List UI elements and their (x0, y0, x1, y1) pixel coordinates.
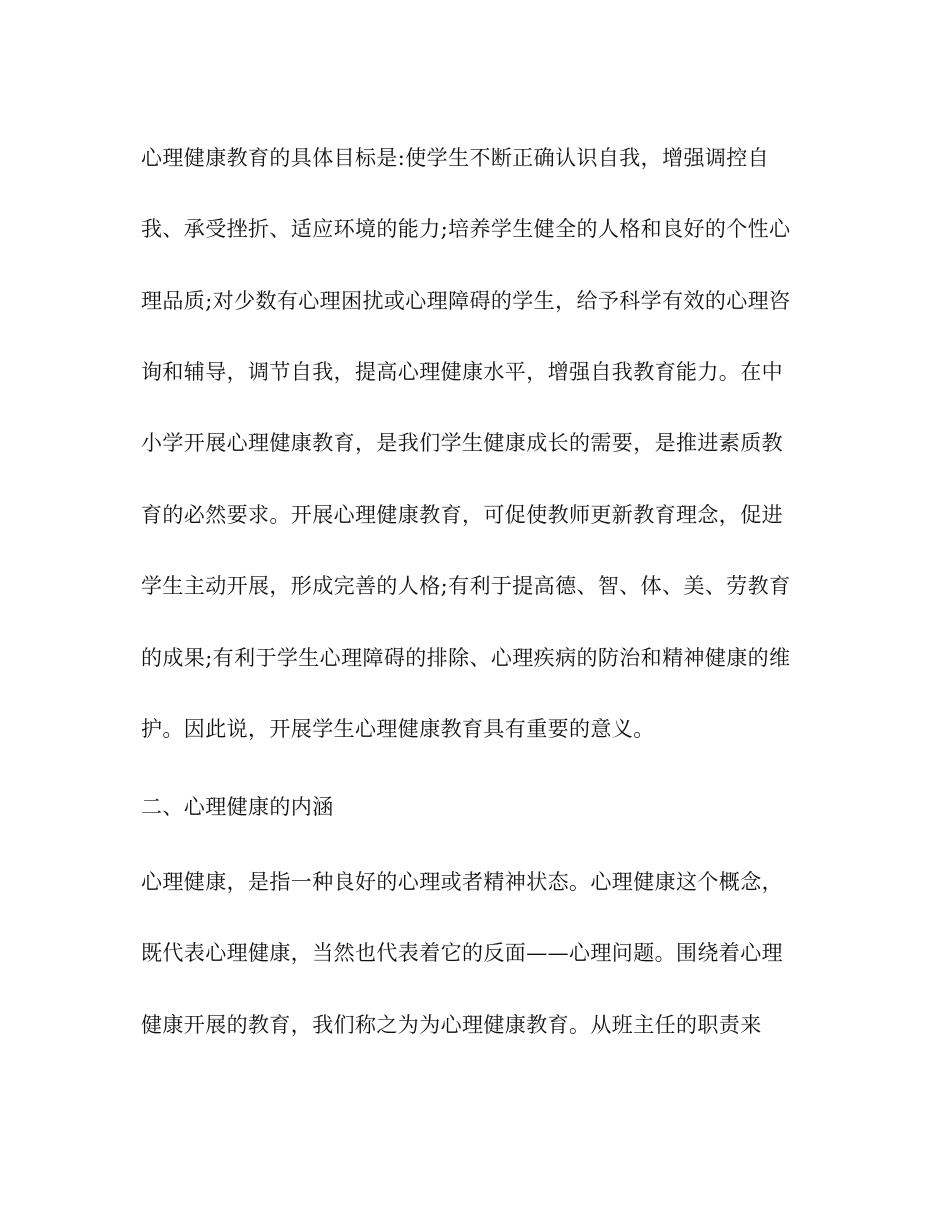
paragraph-2-line-3: 健康开展的教育，我们称之为为心理健康教育。从班主任的职责来 (141, 1013, 762, 1037)
paragraph-1-line-3: 理品质;对少数有心理困扰或心理障碍的学生，给予科学有效的心理咨 (141, 289, 791, 313)
paragraph-1-line-4: 询和辅导，调节自我，提高心理健康水平，增强自我教育能力。在中 (141, 360, 783, 384)
paragraph-1-line-2: 我、承受挫折、适应环境的能力;培养学生健全的人格和良好的个性心 (141, 217, 791, 241)
paragraph-1-line-7: 学生主动开展，形成完善的人格;有利于提高德、智、体、美、劳教育 (141, 574, 791, 598)
paragraph-2-line-2: 既代表心理健康，当然也代表着它的反面——心理问题。围绕着心理 (141, 941, 783, 965)
paragraph-2-line-1: 心理健康，是指一种良好的心理或者精神状态。心理健康这个概念， (141, 870, 783, 894)
paragraph-1-line-6: 育的必然要求。开展心理健康教育，可促使教师更新教育理念，促进 (141, 503, 783, 527)
paragraph-1-line-9: 护。因此说，开展学生心理健康教育具有重要的意义。 (141, 717, 655, 741)
section-heading: 二、心理健康的内涵 (141, 795, 334, 819)
paragraph-1-line-5: 小学开展心理健康教育，是我们学生健康成长的需要，是推进素质教 (141, 431, 783, 455)
paragraph-1-line-1: 心理健康教育的具体目标是:使学生不断正确认识自我，增强调控自 (141, 146, 770, 170)
paragraph-1-line-8: 的成果;有利于学生心理障碍的排除、心理疾病的防治和精神健康的维 (141, 646, 791, 670)
